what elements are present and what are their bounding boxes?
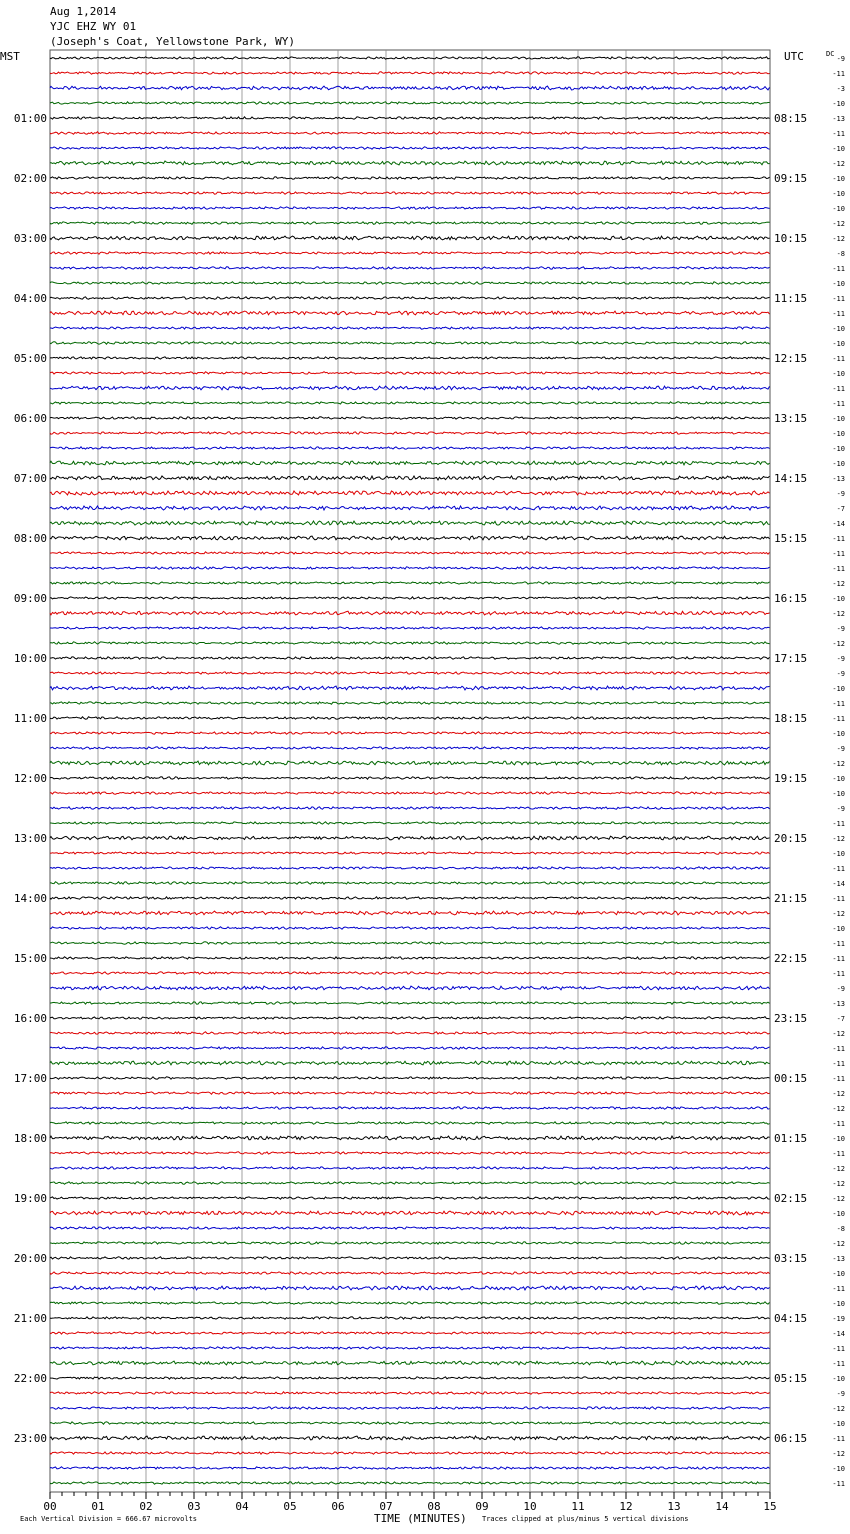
dc-offset-label: -10 [832, 1465, 845, 1473]
seismic-trace [50, 1092, 770, 1094]
dc-offset-label: -12 [832, 580, 845, 588]
seismic-trace [50, 117, 770, 119]
right-hour-label: 02:15 [774, 1192, 808, 1205]
dc-offset-label: -11 [832, 1120, 845, 1128]
x-tick-label: 12 [619, 1500, 633, 1513]
right-hour-label: 13:15 [774, 412, 808, 425]
dc-offset-label: -13 [832, 1000, 845, 1008]
seismic-trace [50, 402, 770, 404]
dc-offset-label: -14 [832, 880, 845, 888]
dc-offset-label: -11 [832, 700, 845, 708]
seismic-trace [50, 192, 770, 194]
dc-offset-label: -11 [832, 385, 845, 393]
seismic-trace [50, 732, 770, 734]
dc-offset-label: -10 [832, 175, 845, 183]
seismic-trace [50, 852, 770, 854]
right-hour-label: 04:15 [774, 1312, 808, 1325]
dc-offset-label: -9 [836, 805, 845, 813]
dc-offset-label: -9 [836, 1390, 845, 1398]
x-tick-label: 11 [571, 1500, 585, 1513]
seismic-trace [50, 1422, 770, 1424]
plot-frame [50, 50, 770, 1492]
dc-offset-label: -12 [832, 835, 845, 843]
left-hour-label: 04:00 [13, 292, 47, 305]
dc-offset-label: -11 [832, 400, 845, 408]
seismic-trace [50, 1332, 770, 1334]
dc-offset-label: -12 [832, 640, 845, 648]
seismic-trace [50, 1407, 770, 1409]
seismic-trace [50, 222, 770, 225]
seismic-trace [50, 357, 770, 359]
right-hour-label: 09:15 [774, 172, 808, 185]
left-hour-label: 01:00 [13, 112, 47, 125]
dc-offset-label: -10 [832, 325, 845, 333]
dc-offset-label: -10 [832, 280, 845, 288]
dc-offset-label: -11 [832, 1150, 845, 1158]
seismic-trace [50, 642, 770, 645]
seismic-trace [50, 447, 770, 449]
dc-offset-label: -10 [832, 1375, 845, 1383]
dc-offset-label: -9 [836, 490, 845, 498]
seismic-trace [50, 372, 770, 375]
left-hour-label: 20:00 [13, 1252, 47, 1265]
x-tick-label: 09 [475, 1500, 489, 1513]
seismic-trace [50, 611, 770, 615]
dc-offset-label: -10 [832, 850, 845, 858]
seismic-trace [50, 836, 770, 840]
trace-layer [50, 57, 770, 1484]
seismic-trace [50, 1002, 770, 1005]
seismic-trace [50, 1182, 770, 1185]
dc-offset-label: -10 [832, 205, 845, 213]
dc-offset-label: -11 [832, 130, 845, 138]
seismic-trace [50, 1361, 770, 1365]
dc-offset-label: -13 [832, 115, 845, 123]
left-hour-label: 06:00 [13, 412, 47, 425]
dc-offset-label: -10 [832, 430, 845, 438]
right-hour-label: 06:15 [774, 1432, 808, 1445]
x-tick-label: 14 [715, 1500, 729, 1513]
left-hour-label: 14:00 [13, 892, 47, 905]
right-hour-label: 15:15 [774, 532, 808, 545]
dc-offset-label: -10 [832, 790, 845, 798]
left-hour-label: 03:00 [13, 232, 47, 245]
dc-offset-label: -12 [832, 235, 845, 243]
dc-offset-label: -12 [832, 160, 845, 168]
seismic-trace [50, 1257, 770, 1259]
seismic-trace [50, 702, 770, 704]
dc-offset-label: -10 [832, 100, 845, 108]
dc-offset-label: -11 [832, 895, 845, 903]
dc-offset-label: -9 [836, 55, 845, 63]
seismic-trace [50, 957, 770, 959]
left-hour-label: 23:00 [13, 1432, 47, 1445]
dc-offset-label: -11 [832, 865, 845, 873]
dc-offset-label: -14 [832, 1330, 845, 1338]
dc-offset-label: -12 [832, 1090, 845, 1098]
dc-offset-label: -12 [832, 1450, 845, 1458]
dc-offset-label: -12 [832, 610, 845, 618]
left-hour-label: 08:00 [13, 532, 47, 545]
dc-offset-label: -8 [836, 1225, 845, 1233]
dc-offset-label: -3 [836, 85, 845, 93]
left-timezone-label: MST [0, 50, 20, 63]
right-hour-label: 23:15 [774, 1012, 808, 1025]
x-tick-label: 15 [763, 1500, 777, 1513]
x-tick-label: 00 [43, 1500, 57, 1513]
seismic-trace [50, 717, 770, 719]
dc-offset-label: -12 [832, 1240, 845, 1248]
dc-offset-label: -11 [832, 70, 845, 78]
seismic-trace [50, 1122, 770, 1124]
dc-offset-label: -10 [832, 190, 845, 198]
left-hour-label: 19:00 [13, 1192, 47, 1205]
x-tick-label: 07 [379, 1500, 393, 1513]
seismic-trace [50, 506, 770, 510]
seismic-trace [50, 461, 770, 465]
dc-offset-label: -19 [832, 1315, 845, 1323]
seismic-trace [50, 1152, 770, 1154]
x-axis-title: TIME (MINUTES) [374, 1512, 467, 1525]
seismic-trace [50, 147, 770, 149]
dc-offset-label: -9 [836, 625, 845, 633]
dc-offset-label: -8 [836, 250, 845, 258]
dc-offset-label: -11 [832, 1045, 845, 1053]
seismic-trace [50, 1467, 770, 1469]
dc-offset-label: -11 [832, 355, 845, 363]
dc-offset-label: -10 [832, 340, 845, 348]
seismic-trace [50, 1272, 770, 1274]
dc-label: DC [826, 50, 835, 58]
left-hour-label: 17:00 [13, 1072, 47, 1085]
left-hour-label: 10:00 [13, 652, 47, 665]
left-hour-label: 05:00 [13, 352, 47, 365]
right-hour-label: 20:15 [774, 832, 808, 845]
left-hour-label: 21:00 [13, 1312, 47, 1325]
seismic-trace [50, 1302, 770, 1304]
seismic-trace [50, 1211, 770, 1215]
station-code: YJC EHZ WY 01 [50, 20, 137, 33]
right-hour-label: 10:15 [774, 232, 808, 245]
station-location: (Joseph's Coat, Yellowstone Park, WY) [50, 35, 296, 48]
dc-offset-label: -10 [832, 415, 845, 423]
seismic-trace [50, 1482, 770, 1484]
right-hour-label: 05:15 [774, 1372, 808, 1385]
right-hour-label: 12:15 [774, 352, 808, 365]
seismic-trace [50, 597, 770, 599]
seismic-trace [50, 761, 770, 765]
dc-offset-label: -13 [832, 1255, 845, 1263]
x-tick-label: 02 [139, 1500, 153, 1513]
dc-offset-label: -11 [832, 1060, 845, 1068]
seismic-trace [50, 882, 770, 884]
dc-offset-label: -12 [832, 910, 845, 918]
x-tick-label: 04 [235, 1500, 249, 1513]
clip-note: Traces clipped at plus/minus 5 vertical divisions [482, 1515, 689, 1523]
right-hour-label: 14:15 [774, 472, 808, 485]
seismic-trace [50, 1167, 770, 1169]
seismic-trace [50, 432, 770, 434]
dc-offset-label: -12 [832, 1180, 845, 1188]
dc-offset-label: -11 [832, 1345, 845, 1353]
dc-offset-label: -12 [832, 1030, 845, 1038]
right-hour-label: 00:15 [774, 1072, 808, 1085]
seismic-trace [50, 102, 770, 104]
dc-offset-label: -11 [832, 715, 845, 723]
seismic-trace [50, 582, 770, 584]
seismic-trace [50, 1032, 770, 1034]
seismic-trace [50, 747, 770, 749]
seismic-trace [50, 177, 770, 179]
dc-offset-label: -13 [832, 475, 845, 483]
seismic-trace [50, 942, 770, 944]
seismic-trace [50, 627, 770, 629]
dc-offset-label: -10 [832, 1210, 845, 1218]
dc-offset-label: -11 [832, 1435, 845, 1443]
seismic-trace [50, 386, 770, 390]
seismic-trace [50, 1227, 770, 1229]
seismic-trace [50, 1197, 770, 1200]
seismic-trace [50, 1242, 770, 1244]
scale-note: Each Vertical Division = 666.67 microvolts [20, 1515, 198, 1523]
seismic-trace [50, 986, 770, 990]
seismic-trace [50, 252, 770, 254]
seismic-trace [50, 476, 770, 480]
seismic-trace [50, 342, 770, 345]
seismic-trace [50, 867, 770, 869]
seismic-trace [50, 1436, 770, 1440]
left-hour-label: 22:00 [13, 1372, 47, 1385]
left-hour-label: 15:00 [13, 952, 47, 965]
dc-offset-label: -11 [832, 1285, 845, 1293]
dc-offset-label: -10 [832, 595, 845, 603]
left-hour-label: 07:00 [13, 472, 47, 485]
dc-offset-label: -11 [832, 550, 845, 558]
right-hour-label: 22:15 [774, 952, 808, 965]
left-hour-label: 18:00 [13, 1132, 47, 1145]
seismic-trace [50, 311, 770, 315]
right-timezone-label: UTC [784, 50, 804, 63]
dc-offset-label: -10 [832, 370, 845, 378]
x-tick-label: 01 [91, 1500, 105, 1513]
dc-offset-label: -10 [832, 730, 845, 738]
dc-offset-label: -10 [832, 1420, 845, 1428]
left-hour-label: 13:00 [13, 832, 47, 845]
right-hour-label: 17:15 [774, 652, 808, 665]
dc-offset-label: -11 [832, 1075, 845, 1083]
right-hour-label: 16:15 [774, 592, 808, 605]
dc-offset-label: -9 [836, 985, 845, 993]
seismic-trace [50, 897, 770, 899]
right-hour-label: 18:15 [774, 712, 808, 725]
seismic-trace [50, 327, 770, 329]
dc-offset-label: -10 [832, 1270, 845, 1278]
seismic-trace [50, 536, 770, 540]
seismic-trace [50, 1392, 770, 1394]
dc-offset-label: -11 [832, 265, 845, 273]
seismic-trace [50, 161, 770, 165]
chart-date: Aug 1,2014 [50, 5, 117, 18]
seismic-trace [50, 1077, 770, 1080]
seismic-trace [50, 686, 770, 690]
dc-offset-label: -11 [832, 1360, 845, 1368]
seismic-trace [50, 1286, 770, 1290]
x-tick-label: 08 [427, 1500, 441, 1513]
seismic-trace [50, 1347, 770, 1349]
dc-offset-label: -11 [832, 820, 845, 828]
seismic-trace [50, 491, 770, 495]
dc-offset-label: -11 [832, 535, 845, 543]
seismic-trace [50, 552, 770, 554]
dc-offset-label: -10 [832, 460, 845, 468]
x-tick-label: 05 [283, 1500, 297, 1513]
left-hour-label: 02:00 [13, 172, 47, 185]
seismic-trace [50, 657, 770, 659]
dc-offset-label: -9 [836, 745, 845, 753]
right-hour-label: 08:15 [774, 112, 808, 125]
dc-offset-label: -12 [832, 760, 845, 768]
dc-offset-label: -10 [832, 925, 845, 933]
left-hour-label: 16:00 [13, 1012, 47, 1025]
x-tick-label: 10 [523, 1500, 537, 1513]
dc-offset-label: -11 [832, 955, 845, 963]
seismic-trace [50, 1452, 770, 1454]
seismic-trace [50, 417, 770, 420]
seismic-trace [50, 1377, 770, 1379]
seismic-trace [50, 267, 770, 269]
right-hour-label: 01:15 [774, 1132, 808, 1145]
seismic-trace [50, 567, 770, 569]
seismic-trace [50, 807, 770, 809]
seismic-trace [50, 1061, 770, 1065]
dc-offset-label: -10 [832, 775, 845, 783]
right-hour-label: 11:15 [774, 292, 808, 305]
x-tick-label: 13 [667, 1500, 681, 1513]
left-hour-label: 12:00 [13, 772, 47, 785]
dc-offset-label: -11 [832, 970, 845, 978]
seismic-trace [50, 1136, 770, 1140]
dc-offset-label: -10 [832, 145, 845, 153]
dc-offset-label: -7 [836, 1015, 845, 1023]
dc-offset-label: -11 [832, 310, 845, 318]
seismic-trace [50, 672, 770, 674]
dc-offset-label: -10 [832, 685, 845, 693]
seismic-trace [50, 911, 770, 915]
seismic-trace [50, 521, 770, 525]
seismic-trace [50, 1017, 770, 1020]
left-hour-label: 11:00 [13, 712, 47, 725]
dc-offset-label: -11 [832, 565, 845, 573]
seismic-trace [50, 86, 770, 90]
dc-offset-label: -12 [832, 1165, 845, 1173]
seismic-trace [50, 927, 770, 929]
seismic-trace [50, 282, 770, 285]
dc-offset-label: -12 [832, 1195, 845, 1203]
dc-offset-label: -9 [836, 655, 845, 663]
seismic-trace [50, 777, 770, 779]
dc-offset-label: -11 [832, 1480, 845, 1488]
dc-offset-label: -11 [832, 295, 845, 303]
right-hour-label: 21:15 [774, 892, 808, 905]
seismic-trace [50, 1317, 770, 1319]
dc-offset-label: -12 [832, 1105, 845, 1113]
label-layer [14, 55, 845, 1513]
right-hour-label: 19:15 [774, 772, 808, 785]
x-tick-label: 06 [331, 1500, 345, 1513]
seismic-trace [50, 207, 770, 209]
dc-offset-label: -12 [832, 1405, 845, 1413]
dc-offset-label: -7 [836, 505, 845, 513]
seismic-trace [50, 57, 770, 59]
dc-offset-label: -11 [832, 940, 845, 948]
dc-offset-label: -12 [832, 220, 845, 228]
seismic-trace [50, 236, 770, 240]
seismic-trace [50, 972, 770, 974]
seismic-trace [50, 792, 770, 794]
right-hour-label: 03:15 [774, 1252, 808, 1265]
seismic-trace [50, 297, 770, 300]
dc-offset-label: -10 [832, 1300, 845, 1308]
left-hour-label: 09:00 [13, 592, 47, 605]
seismic-trace [50, 1107, 770, 1109]
dc-offset-label: -14 [832, 520, 845, 528]
dc-offset-label: -10 [832, 1135, 845, 1143]
x-tick-label: 03 [187, 1500, 201, 1513]
dc-offset-label: -10 [832, 445, 845, 453]
seismic-trace [50, 132, 770, 135]
seismic-trace [50, 822, 770, 824]
seismic-trace [50, 72, 770, 75]
dc-offset-label: -9 [836, 670, 845, 678]
seismic-trace [50, 1047, 770, 1049]
